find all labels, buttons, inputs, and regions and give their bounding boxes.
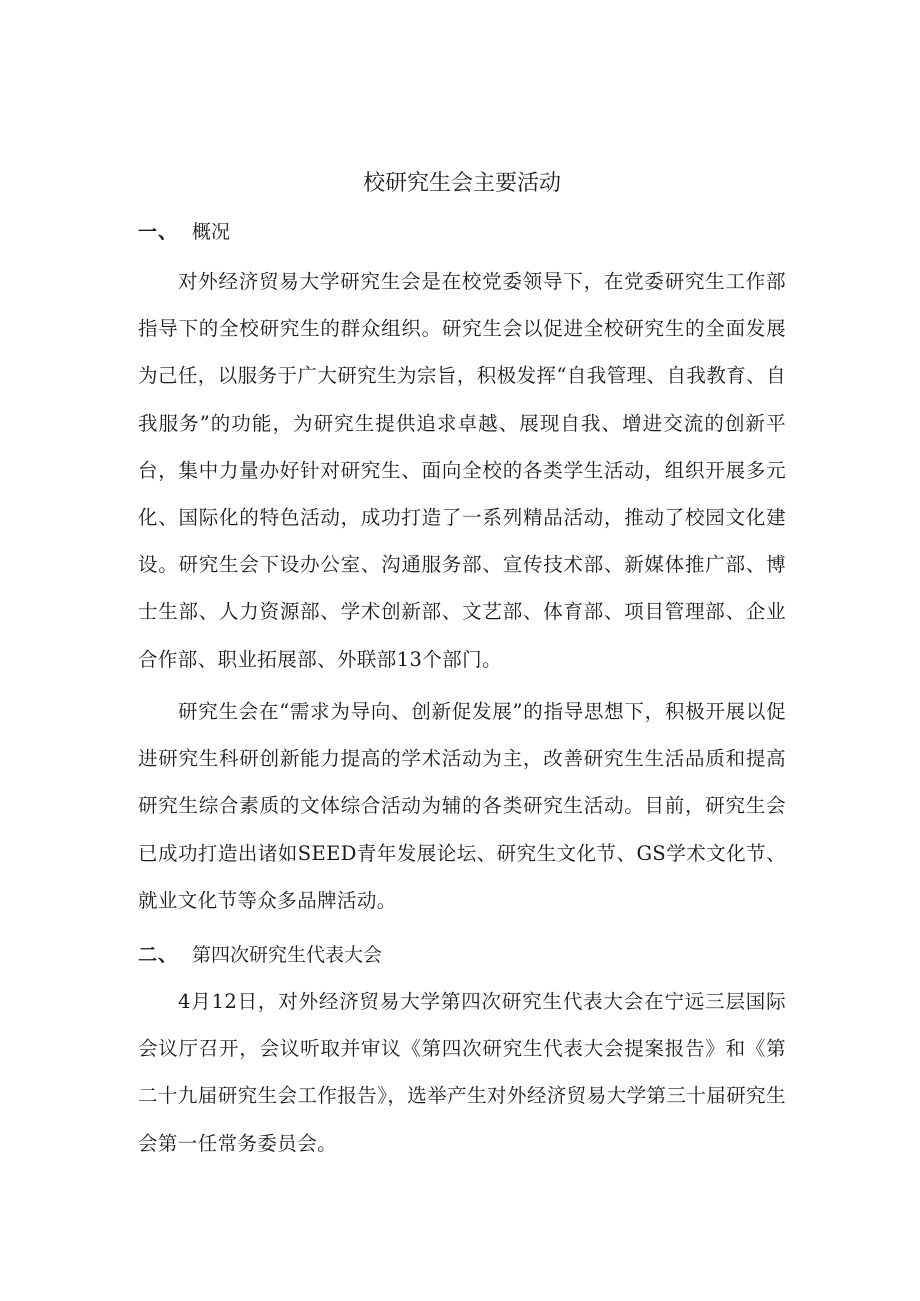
section-heading-text: 第四次研究生代表大会 — [192, 944, 383, 966]
paragraph: 研究生会在“需求为导向、创新促发展”的指导思想下，积极开展以促进研究生科研创新能力提高的学术活动为主，改善研究生生活品质和提高研究生综合素质的文体综合活动为辅的各类研究生活动。目前，研究生会已成功打造出诸如SEED青年发展论坛、研究生文化节、GS学术文化节、就业文化节等众多品牌活动。 — [138, 700, 786, 912]
section-heading-text: 概况 — [192, 221, 231, 243]
paragraph: 4月12日，对外经济贸易大学第四次研究生代表大会在宁远三层国际会议厅召开，会议听取并审议《第四次研究生代表大会提案报告》和《第二十九届研究生会工作报告》，选举产生对外经济贸易大学第三十届研究生会第一任常务委员会。 — [138, 990, 786, 1155]
section-number: 一、 — [138, 221, 179, 243]
section-heading-congress — [138, 941, 786, 969]
document-title: 校研究生会主要活动 — [362, 171, 561, 196]
paragraph: 对外经济贸易大学研究生会是在校党委领导下，在党委研究生工作部指导下的全校研究生的群众组织。研究生会以促进全校研究生的全面发展为己任，以服务于广大研究生为宗旨，积极发挥“自我管理、自我教育、自我服务”的功能，为研究生提供追求卓越、展现自我、增进交流的创新平台，集中力量办好针对研究生、面向全校的各类学生活动，组织开展多元化、国际化的特色活动，成功打造了一系列精品活动，推动了校园文化建设。研究生会下设办公室、沟通服务部、宣传技术部、新媒体推广部、博士生部、人力资源部、学术创新部、文艺部、体育部、项目管理部、企业合作部、职业拓展部、外联部13个部门。 — [138, 270, 786, 671]
section-heading-overview — [138, 218, 786, 246]
section-number: 二、 — [138, 944, 179, 966]
